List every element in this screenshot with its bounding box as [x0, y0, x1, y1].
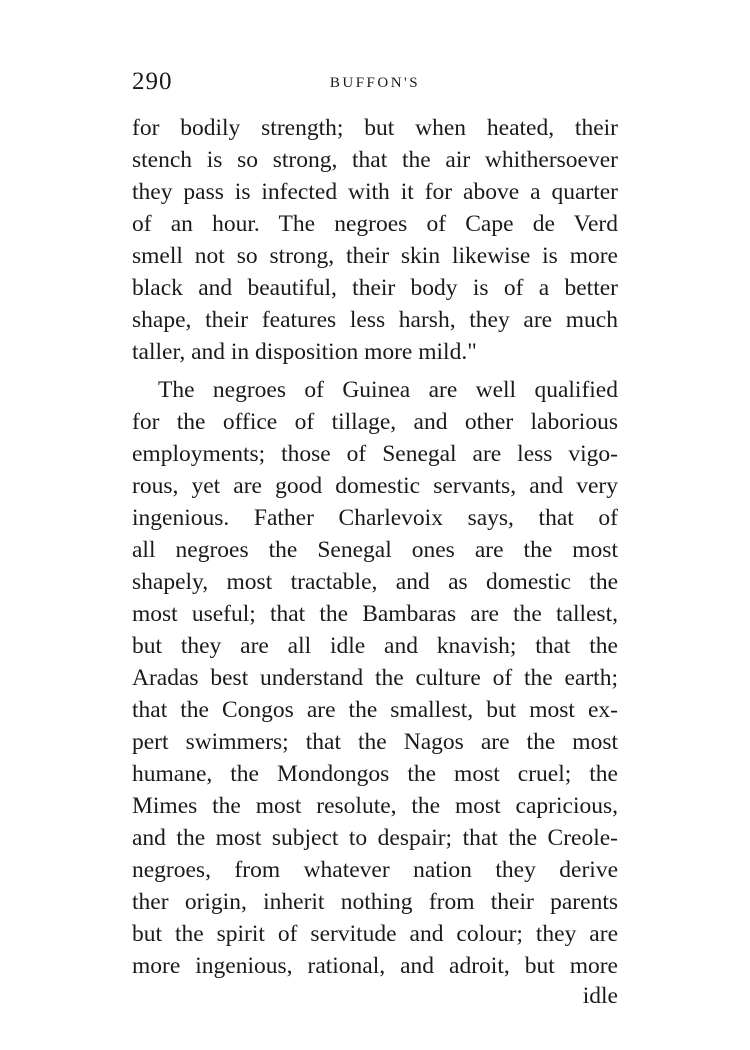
- text-line: rous, yet are good domestic servants, and very: [132, 473, 618, 499]
- text-line: taller, and in disposition more mild.": [132, 339, 477, 365]
- text-line: stench is so strong, that the air whithersoever: [132, 147, 618, 173]
- text-line: ingenious. Father Charlevoix says, that of: [132, 505, 618, 531]
- text-line: The negroes of Guinea are well qualified: [158, 377, 618, 403]
- catchword: idle: [582, 983, 618, 1009]
- text-line: most useful; that the Bambaras are the tallest,: [132, 601, 618, 627]
- text-line: Mimes the most resolute, the most capricious,: [132, 793, 618, 819]
- text-line: they pass is infected with it for above a quarter: [132, 179, 618, 205]
- text-line: black and beautiful, their body is of a better: [132, 275, 618, 301]
- text-line: all negroes the Senegal ones are the most: [132, 537, 618, 563]
- text-line: ther origin, inherit nothing from their parents: [132, 889, 618, 915]
- text-line: but the spirit of servitude and colour; they are: [132, 921, 618, 947]
- text-line: but they are all idle and knavish; that the: [132, 633, 618, 659]
- text-line: for the office of tillage, and other laborious: [132, 409, 618, 435]
- text-line: of an hour. The negroes of Cape de Verd: [132, 211, 618, 237]
- text-line: shapely, most tractable, and as domestic the: [132, 569, 618, 595]
- text-line: employments; those of Senegal are less vigo-: [132, 441, 618, 467]
- text-line: humane, the Mondongos the most cruel; the: [132, 761, 618, 787]
- text-line: negroes, from whatever nation they derive: [132, 857, 618, 883]
- text-line: Aradas best understand the culture of the earth;: [132, 665, 618, 691]
- text-line: smell not so strong, their skin likewise is more: [132, 243, 618, 269]
- body-text: [132, 112, 618, 982]
- running-head: BUFFON'S: [329, 75, 421, 91]
- text-line: more ingenious, rational, and adroit, but more: [132, 953, 618, 979]
- text-line: pert swimmers; that the Nagos are the most: [132, 729, 618, 755]
- text-line: shape, their features less harsh, they are much: [132, 307, 618, 333]
- text-line: and the most subject to despair; that the Creole-: [132, 825, 618, 851]
- text-line: for bodily strength; but when heated, their: [132, 115, 618, 141]
- page-number: 290: [132, 68, 173, 95]
- page-header: [132, 68, 618, 102]
- text-line: that the Congos are the smallest, but most ex-: [132, 697, 618, 723]
